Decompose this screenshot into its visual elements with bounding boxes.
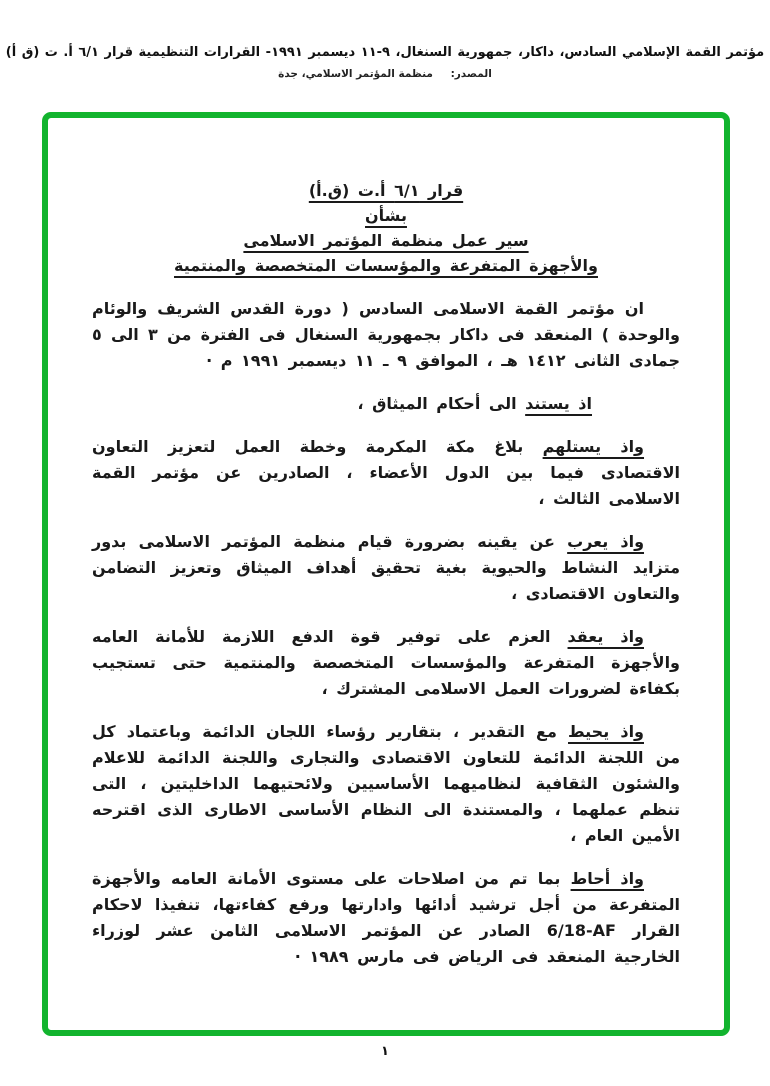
paragraph-lead-phrase: واذ أحاط — [570, 869, 644, 888]
source-line — [0, 68, 770, 80]
citation-line: مؤتمر القمة الإسلامي السادس، داكار، جمهورية السنغال، ٩-١١ ديسمبر ١٩٩١- القرارات التنظيمية قرار ٦/١ أ. ت (ق أ) — [5, 45, 765, 60]
paragraph-body-text: بما تم من اصلاحات على مستوى الأمانة العامه والأجهزة المتفرعة من أجل ترشيد أدائها وادارتها ورفع كفاءتها، تنفيذا لاحكام القرار — [92, 869, 680, 940]
preambular-paragraph-3 — [92, 529, 680, 607]
resolution-text — [48, 118, 724, 970]
preambular-paragraph-4 — [92, 624, 680, 702]
title-resolution-number: قرار ٦/١ أ.ت (ق.أ) — [308, 181, 464, 200]
preambular-paragraph-2 — [92, 434, 680, 512]
resolution-title-block — [92, 178, 680, 278]
title-regarding: بشأن — [365, 206, 407, 225]
referenced-resolution-number: 6/18-AF — [546, 921, 616, 940]
title-subject-line-1: سير عمل منظمة المؤتمر الاسلامى — [243, 231, 529, 250]
paragraph-body-text: الى أحكام الميثاق ، — [357, 394, 526, 413]
title-subject-line-2: والأجهزة المتفرعة والمؤسسات المتخصصة والمنتمية — [174, 256, 598, 275]
page-number: ١ — [381, 1044, 389, 1059]
source-value: منظمة المؤتمر الاسلامي، جدة — [278, 68, 433, 80]
paragraph-body-text: عن يقينه بضرورة قيام منظمة المؤتمر الاسلامى بدور متزايد النشاط والحيوية بغية تحقيق أهداف الميثاق وتعزيز التضامن والتعاون الاقتصادى ، — [92, 532, 680, 603]
paragraph-lead-phrase: واذ يعقد — [567, 627, 644, 646]
paragraph-lead-phrase: اذ يستند — [525, 394, 592, 413]
preambular-paragraph-1 — [92, 391, 680, 417]
paragraph-body-text: بلاغ مكة المكرمة وخطة العمل لتعزيز التعاون الاقتصادى فيما بين الدول الأعضاء ، الصادرين عن مؤتمر القمة الاسلامى الثالث ، — [92, 437, 680, 508]
paragraph-body-text: مع التقدير ، بتقارير رؤساء اللجان الدائمة وباعتماد كل من اللجنة الدائمة للتعاون الاقتصادى والتجارى واللجنة الدائمة للاعلام والشئون الثقافية لنظاميهما الأساسيين ولائحتيهما الداخليتين ، التى تنظم عملهما ، والمستندة الى النظام الأساسى الاطارى الذى اقترحه الأمين العام ، — [92, 722, 680, 845]
paragraph-lead-phrase: واذ يستلهم — [542, 437, 645, 456]
preambular-paragraph-6 — [92, 866, 680, 970]
paragraph-lead-phrase: واذ يحيط — [568, 722, 644, 741]
paragraph-body-text: الصادر عن المؤتمر الاسلامى الثامن عشر لوزراء الخارجية المنعقد فى الرياض فى مارس ١٩٨٩ · — [92, 921, 680, 966]
paragraph-body-text: العزم على توفير قوة الدفع اللازمة للأمانة العامه والأجهزة المتفرعة والمؤسسات المتخصصة والمنتمية حتى تستجيب بكفاءة لضرورات العمل الاسلامى المشترك ، — [92, 627, 680, 698]
citation-header — [0, 0, 770, 80]
green-border-frame — [42, 112, 730, 1036]
opening-paragraph: ان مؤتمر القمة الاسلامى السادس ( دورة القدس الشريف والوئام والوحدة ) المنعقد فى داكار بجمهورية السنغال فى الفترة من ٣ الى ٥ جمادى الثانى ١٤١٢ هـ ، الموافق ٩ ـ ١١ ديسمبر ١٩٩١ م · — [92, 299, 680, 370]
source-label: المصدر: — [450, 68, 492, 80]
preambular-paragraph-5 — [92, 719, 680, 849]
paragraph-lead-phrase: واذ يعرب — [567, 532, 645, 551]
